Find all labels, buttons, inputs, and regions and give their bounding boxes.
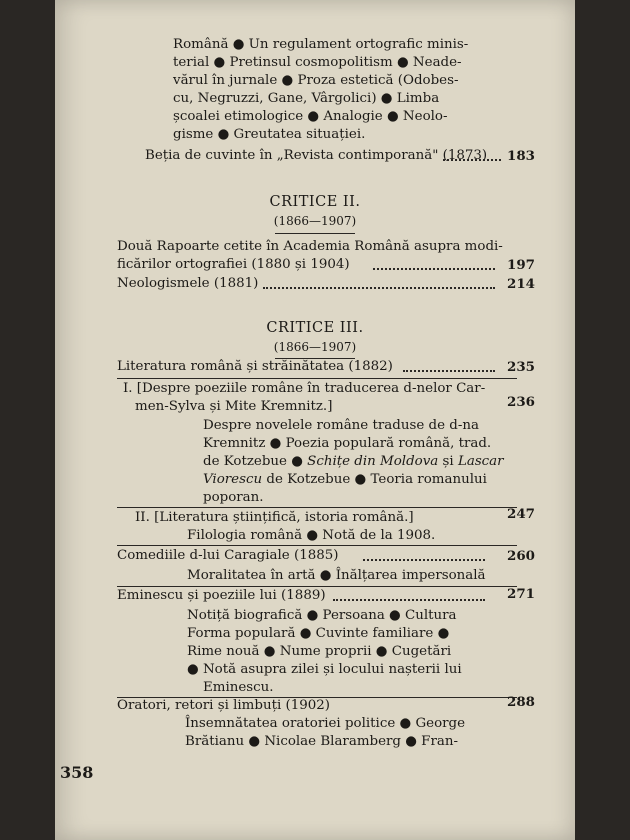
- toc-entry-title: Oratori, retori și limbuți (1902): [117, 698, 331, 713]
- page-number: 247: [507, 506, 535, 522]
- page-number: 183: [507, 148, 535, 164]
- section-heading: CRITICE II.: [269, 194, 361, 210]
- toc-entry-title: ficărilor ortografiei (1880 și 1904): [117, 257, 350, 272]
- text-line: terial ● Pretinsul cosmopolitism ● Neade-: [173, 55, 462, 70]
- text-line: Filologia română ● Notă de la 1908.: [187, 528, 436, 543]
- text-line: Moralitatea în artă ● Înălțarea impersonală: [187, 568, 486, 583]
- text-line: Notiță biografică ● Persoana ● Cultura: [187, 608, 457, 623]
- text-line: de Kotzebue ● Schițe din Moldova și Lascar: [203, 454, 504, 469]
- divider: [117, 378, 517, 379]
- toc-entry-title: Neologismele (1881): [117, 276, 259, 291]
- text-line: Însemnătatea oratoriei politice ● George: [185, 716, 466, 731]
- text-line: Brătianu ● Nicolae Blaramberg ● Fran-: [185, 734, 459, 749]
- page-number: 235: [507, 359, 535, 375]
- text-line: Eminescu.: [203, 680, 274, 695]
- text-line: Forma populară ● Cuvinte familiare ●: [187, 626, 450, 641]
- page-number: 214: [507, 276, 535, 292]
- text-line: poporan.: [203, 490, 264, 505]
- page-number: 288: [507, 694, 535, 710]
- page-number-footer: 358: [60, 763, 94, 782]
- toc-entry-title: Literatura română și străinătatea (1882): [117, 359, 393, 374]
- leader-dots: [333, 599, 485, 601]
- page-number: 271: [507, 586, 535, 602]
- leader-dots: [263, 287, 495, 289]
- divider: [275, 233, 355, 234]
- section-years: (1866—1907): [273, 214, 357, 228]
- section-years: (1866—1907): [273, 340, 357, 354]
- text-line: vărul în jurnale ● Proza estetică (Odobes-: [173, 73, 459, 88]
- page-number: 197: [507, 257, 535, 273]
- toc-subentry: II. [Literatura științifică, istoria română.]: [135, 510, 414, 525]
- text-line: Română ● Un regulament ortografic minis-: [173, 37, 469, 52]
- leader-dots: [403, 370, 495, 372]
- leader-dots: [443, 159, 501, 161]
- divider: [117, 545, 517, 546]
- toc-entry-title: Eminescu și poeziile lui (1889): [117, 588, 326, 603]
- toc-entry-title: Comediile d-lui Caragiale (1885): [117, 548, 339, 563]
- divider: [117, 507, 517, 508]
- text-line: gisme ● Greutatea situației.: [173, 127, 366, 142]
- page-number: 260: [507, 548, 535, 564]
- section-heading: CRITICE III.: [266, 320, 364, 336]
- toc-entry-title: Două Rapoarte cetite în Academia Română asupra modi-: [117, 239, 503, 254]
- text-line: cu, Negruzzi, Gane, Vârgolici) ● Limba: [173, 91, 440, 106]
- leader-dots: [373, 268, 495, 270]
- text-line: școalei etimologice ● Analogie ● Neolo-: [173, 109, 448, 124]
- book-page: [55, 0, 575, 840]
- text-line: Kremnitz ● Poezia populară română, trad.: [203, 436, 492, 451]
- text-line: ● Notă asupra zilei și locului nașterii lui: [187, 662, 462, 677]
- text-line: Despre novelele române traduse de d-na: [203, 418, 479, 433]
- leader-dots: [363, 559, 485, 561]
- text-line: Viorescu de Kotzebue ● Teoria romanului: [203, 472, 487, 487]
- toc-entry-title: Beția de cuvinte în „Revista contimporană" (1873): [145, 148, 488, 163]
- text-line: Rime nouă ● Nume proprii ● Cugetări: [187, 644, 452, 659]
- page-number: 236: [507, 394, 535, 410]
- toc-subentry: men-Sylva și Mite Kremnitz.]: [135, 399, 333, 414]
- toc-subentry: I. [Despre poeziile române în traducerea d-nelor Car-: [123, 381, 486, 396]
